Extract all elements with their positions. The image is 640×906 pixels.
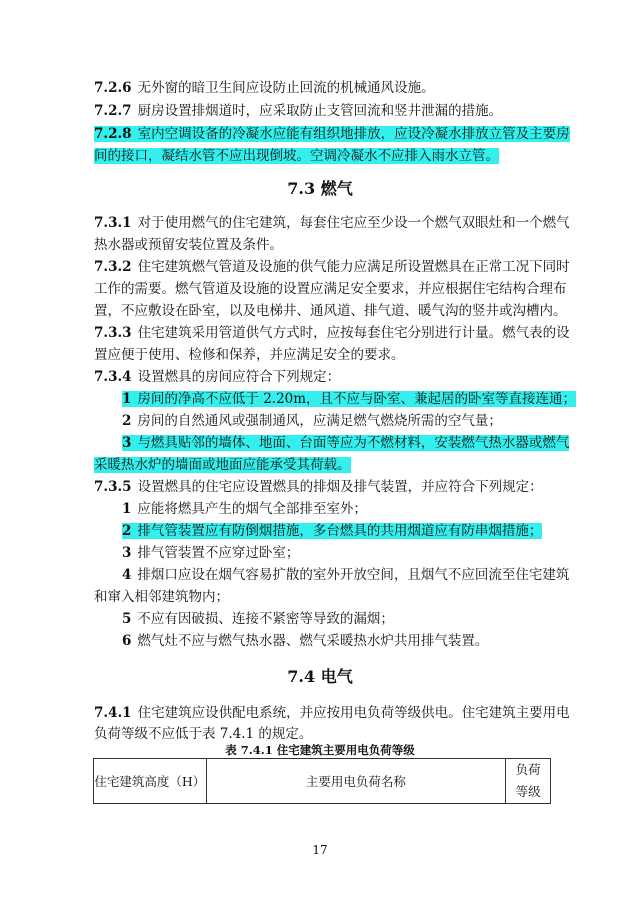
clause-7-3-4-item-3: 3 与燃具贴邻的墙体、地面、台面等应为不燃材料，安装燃气热水器或燃气 [122, 435, 570, 451]
clause-7-2-7: 7.2.7 厨房设置排烟道时，应采取防止支管回流和竖井泄漏的措施。 [94, 103, 503, 119]
section-heading-7-4: 7.4 电气 [287, 667, 353, 686]
clause-7-3-4: 7.3.4 设置燃具的房间应符合下列规定： [94, 369, 341, 385]
section-heading-7-3: 7.3 燃气 [287, 179, 353, 198]
clause-7-3-2: 7.3.2 住宅建筑燃气管道及设施的供气能力应满足所设置燃具在正常工况下同时 [94, 259, 570, 275]
clause-7-3-3: 7.3.3 住宅建筑采用管道供气方式时，应按每套住宅分别进行计量。燃气表的设 [94, 325, 570, 341]
clause-7-3-5-item-2: 2 排气管装置应有防倒烟措施，多台燃具的共用烟道应有防串烟措施； [122, 523, 543, 539]
clause-7-4-1-cont: 负荷等级不应低于表 7.4.1 的规定。 [94, 726, 313, 742]
clause-7-2-8-cont: 间的接口，凝结水管不应出现倒坡。空调冷凝水不应排入雨水立管。 [94, 148, 499, 164]
clause-7-3-4-item-1: 1 房间的净高不应低于 2.20m，且不应与卧室、兼起居的卧室等直接连通； [122, 391, 577, 407]
clause-7-3-5-item-5: 5 不应有因破损、连接不紧密等导致的漏烟； [122, 611, 394, 627]
clause-7-3-5-item-1: 1 应能将燃具产生的烟气全部排至室外； [122, 501, 367, 517]
clause-7-2-6: 7.2.6 无外窗的暗卫生间应设防止回流的机械通风设施。 [94, 80, 435, 96]
header-load-name: 主要用电负荷名称 [206, 759, 506, 804]
clause-7-3-4-item-2: 2 房间的自然通风或强制通风，应满足燃气燃烧所需的空气量； [122, 413, 502, 429]
clause-7-3-5-item-4: 4 排烟口应设在烟气容易扩散的室外开放空间，且烟气不应回流至住宅建筑 [122, 567, 570, 583]
clause-7-3-5: 7.3.5 设置燃具的住宅应设置燃具的排烟及排气装置，并应符合下列规定： [94, 479, 543, 495]
clause-7-3-5-item-4-cont: 和窜入相邻建筑物内； [94, 589, 229, 605]
clause-7-3-4-item-3-cont: 采暖热水炉的墙面或地面应能承受其荷载。 [94, 457, 351, 473]
clause-7-3-2-cont1: 工作的需要。燃气管道及设施的设置应满足安全要求，并应根据住宅结构合理布 [94, 281, 567, 297]
clause-7-3-2-cont2: 置，不应敷设在卧室，以及电梯井、通风道、排气道、暖气沟的竖井或沟槽内。 [94, 303, 567, 319]
page-number: 17 [312, 843, 328, 857]
clause-7-4-1: 7.4.1 住宅建筑应设供配电系统，并应按用电负荷等级供电。住宅建筑主要用电 [94, 705, 570, 721]
clause-7-3-1: 7.3.1 对于使用燃气的住宅建筑，每套住宅应至少设一个燃气双眼灶和一个燃气 [94, 215, 570, 231]
header-load-grade: 负荷 等级 [506, 759, 551, 804]
clause-7-3-1-cont: 热水器或预留安装位置及条件。 [94, 237, 283, 253]
clause-7-3-5-item-6: 6 燃气灶不应与燃气热水器、燃气采暖热水炉共用排气装置。 [122, 633, 489, 649]
clause-7-3-3-cont: 置应便于使用、检修和保养，并应满足安全的要求。 [94, 347, 405, 363]
clause-7-2-8: 7.2.8 室内空调设备的冷凝水应能有组织地排放，应设冷凝水排放立管及主要房 [94, 126, 570, 142]
clause-7-3-5-item-3: 3 排气管装置不应穿过卧室； [122, 545, 300, 561]
table-caption: 表 7.4.1 住宅建筑主要用电负荷等级 [225, 743, 415, 757]
header-building-height: 住宅建筑高度（H） [94, 759, 207, 804]
table-header-row [94, 759, 551, 804]
load-grade-table [93, 758, 551, 804]
